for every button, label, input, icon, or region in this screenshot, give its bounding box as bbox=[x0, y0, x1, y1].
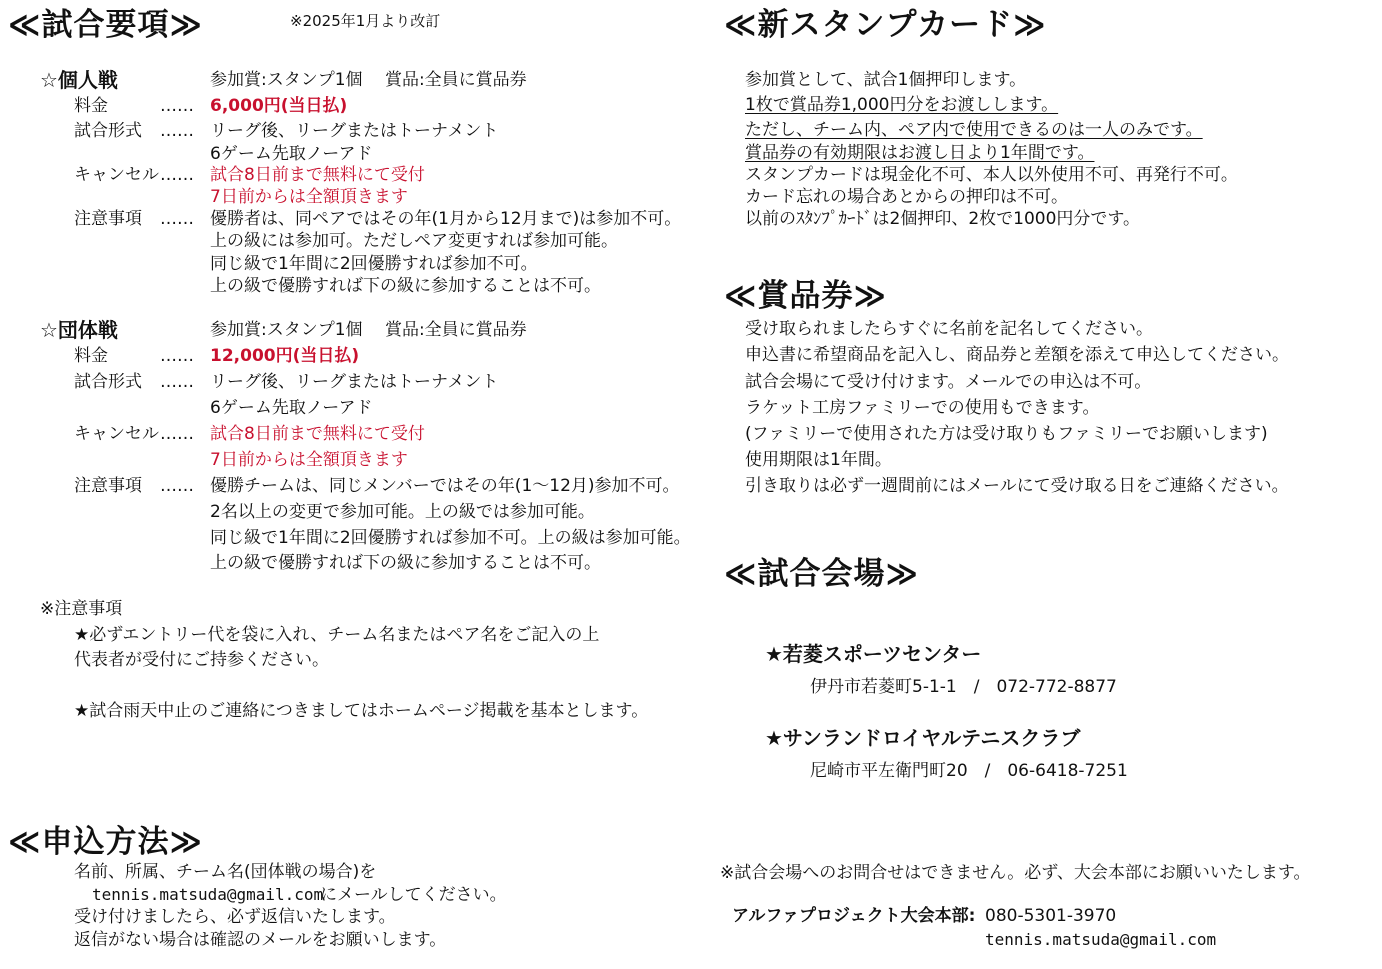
voucher-line: 受け取られましたらすぐに名前を記名してください。 bbox=[745, 319, 1153, 339]
individual-cancel-line: 7日前からは全額頂きます bbox=[210, 187, 408, 207]
voucher-line: 使用期限は1年間。 bbox=[745, 450, 892, 470]
leader-dots: …… bbox=[160, 346, 194, 366]
individual-format-line: リーグ後、リーグまたはトーナメント bbox=[210, 121, 499, 141]
section-title-stamp-card: ≪新スタンプカード≫ bbox=[724, 7, 1047, 43]
venue-name: ★サンランドロイヤルテニスクラブ bbox=[765, 726, 1081, 750]
team-note-line: 同じ級で1年間に2回優勝すれば参加不可。上の級は参加可能。 bbox=[210, 528, 691, 548]
individual-awards: 参加賞:スタンプ1個 賞品:全員に賞品券 bbox=[210, 70, 527, 90]
caution-heading: ※注意事項 bbox=[40, 599, 123, 619]
individual-cancel-label: キャンセル bbox=[74, 165, 159, 185]
leader-dots: …… bbox=[160, 372, 194, 392]
apply-line: 返信がない場合は確認のメールをお願いします。 bbox=[74, 930, 447, 950]
leader-dots: …… bbox=[160, 476, 194, 496]
individual-notes-label: 注意事項 bbox=[74, 209, 142, 229]
stamp-line: 1枚で賞品券1,000円分をお渡しします。 bbox=[745, 95, 1059, 115]
leader-dots: …… bbox=[160, 96, 194, 116]
venue-address: 伊丹市若菱町5-1-1 / 072-772-8877 bbox=[810, 677, 1117, 697]
stamp-line: ただし、チーム内、ペア内で使用できるのは一人のみです。 bbox=[745, 120, 1203, 140]
hq-label: アルファプロジェクト大会本部: bbox=[732, 906, 976, 926]
individual-note-line: 上の級には参加可。ただしペア変更すれば参加可能。 bbox=[210, 231, 618, 251]
stamp-line: 以前のｽﾀﾝﾌﾟｶｰﾄﾞは2個押印、2枚で1000円分です。 bbox=[745, 209, 1141, 229]
voucher-line: 試合会場にて受け付けます。メールでの申込は不可。 bbox=[745, 372, 1152, 392]
team-format-line: 6ゲーム先取ノーアド bbox=[210, 398, 373, 418]
individual-fee-label: 料金 bbox=[74, 96, 108, 116]
venue-name: ★若菱スポーツセンター bbox=[765, 642, 982, 666]
revision-note: ※2025年1月より改訂 bbox=[290, 12, 441, 30]
leader-dots: …… bbox=[160, 165, 194, 185]
individual-format-line: 6ゲーム先取ノーアド bbox=[210, 144, 373, 164]
team-awards: 参加賞:スタンプ1個 賞品:全員に賞品券 bbox=[210, 320, 527, 340]
voucher-line: 申込書に希望商品を記入し、商品券と差額を添えて申込してください。 bbox=[745, 345, 1289, 365]
section-title-match-rules: ≪試合要項≫ bbox=[8, 7, 203, 43]
team-cancel-line: 7日前からは全額頂きます bbox=[210, 450, 408, 470]
leader-dots: …… bbox=[160, 121, 194, 141]
team-fee-value: 12,000円(当日払) bbox=[210, 346, 360, 366]
stamp-line: 参加賞として、試合1個押印します。 bbox=[745, 70, 1027, 90]
leader-dots: …… bbox=[160, 424, 194, 444]
individual-note-line: 同じ級で1年間に2回優勝すれば参加不可。 bbox=[210, 254, 538, 274]
venue-address: 尼崎市平左衛門町20 / 06-6418-7251 bbox=[810, 761, 1128, 781]
apply-email: tennis.matsuda@gmail.com bbox=[92, 885, 324, 904]
caution-line: 代表者が受付にご持参ください。 bbox=[74, 650, 329, 670]
caution-line: ★試合雨天中止のご連絡につきましてはホームページ掲載を基本とします。 bbox=[74, 701, 649, 721]
individual-note-line: 優勝者は、同ペアではその年(1月から12月まで)は参加不可。 bbox=[210, 209, 682, 229]
voucher-line: ラケット工房ファミリーでの使用もできます。 bbox=[745, 398, 1100, 418]
hq-email: tennis.matsuda@gmail.com bbox=[985, 930, 1217, 949]
stamp-line: 賞品券の有効期限はお渡し日より1年間です。 bbox=[745, 143, 1095, 163]
venue-inquiry-note: ※試合会場へのお問合せはできません。必ず、大会本部にお願いいたします。 bbox=[720, 863, 1311, 883]
team-format-line: リーグ後、リーグまたはトーナメント bbox=[210, 372, 499, 392]
individual-fee-value: 6,000円(当日払) bbox=[210, 96, 348, 116]
apply-line: 受け付けましたら、必ず返信いたします。 bbox=[74, 907, 396, 927]
team-note-line: 優勝チームは、同じメンバーではその年(1～12月)参加不可。 bbox=[210, 476, 680, 496]
leader-dots: …… bbox=[160, 209, 194, 229]
voucher-line: (ファミリーで使用された方は受け取りもファミリーでお願いします) bbox=[745, 424, 1268, 444]
team-notes-label: 注意事項 bbox=[74, 476, 142, 496]
team-format-label: 試合形式 bbox=[74, 372, 142, 392]
team-note-line: 上の級で優勝すれば下の級に参加することは不可。 bbox=[210, 553, 601, 573]
team-fee-label: 料金 bbox=[74, 346, 108, 366]
section-title-venue: ≪試合会場≫ bbox=[724, 556, 919, 592]
caution-line: ★必ずエントリー代を袋に入れ、チーム名またはペア名をご記入の上 bbox=[74, 625, 600, 645]
individual-format-label: 試合形式 bbox=[74, 121, 142, 141]
team-cancel-label: キャンセル bbox=[74, 424, 159, 444]
team-cancel-line: 試合8日前まで無料にて受付 bbox=[210, 424, 425, 444]
individual-cancel-line: 試合8日前まで無料にて受付 bbox=[210, 165, 425, 185]
individual-note-line: 上の級で優勝すれば下の級に参加することは不可。 bbox=[210, 276, 601, 296]
apply-line: 名前、所属、チーム名(団体戦の場合)を bbox=[74, 862, 377, 882]
hq-phone: 080-5301-3970 bbox=[985, 906, 1117, 926]
team-heading: ☆団体戦 bbox=[40, 318, 118, 342]
stamp-line: スタンプカードは現金化不可、本人以外使用不可、再発行不可。 bbox=[745, 165, 1238, 185]
section-title-application: ≪申込方法≫ bbox=[8, 824, 203, 860]
voucher-line: 引き取りは必ず一週間前にはメールにて受け取る日をご連絡ください。 bbox=[745, 476, 1289, 496]
team-note-line: 2名以上の変更で参加可能。上の級では参加可能。 bbox=[210, 502, 595, 522]
section-title-voucher: ≪賞品券≫ bbox=[724, 278, 887, 314]
stamp-line: カード忘れの場合あとからの押印は不可。 bbox=[745, 187, 1068, 207]
individual-heading: ☆個人戦 bbox=[40, 68, 118, 92]
apply-line: にメールしてください。 bbox=[320, 885, 507, 905]
